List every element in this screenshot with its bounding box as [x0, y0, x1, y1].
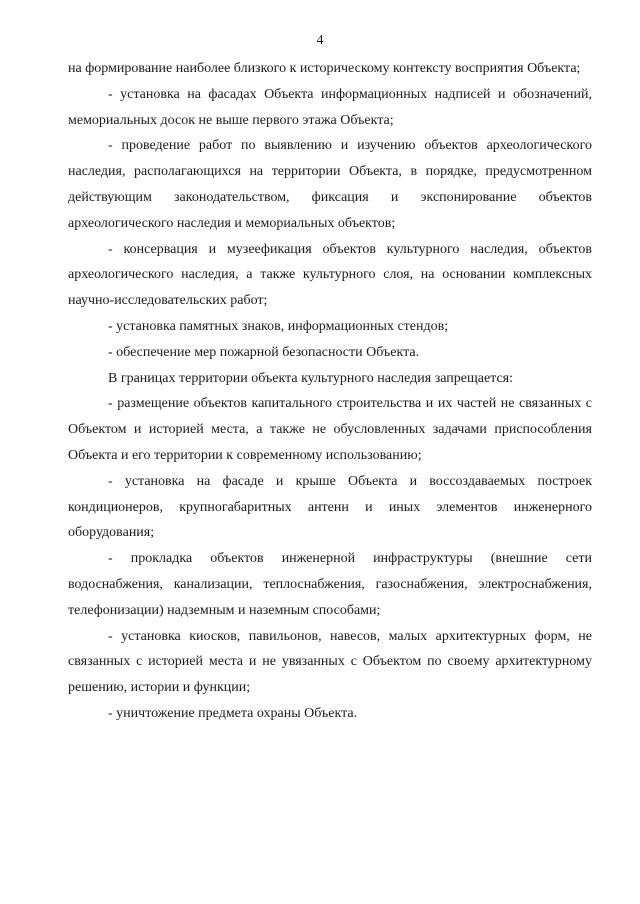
paragraph-2: - установка на фасадах Объекта информационных надписей и обозначений, мемориальных досок не выше первого этажа Объекта; [68, 86, 592, 128]
paragraph-9: - установка на фасаде и крыше Объекта и воссоздаваемых построек кондиционеров, крупногабаритных антенн и иных элементов инженерного оборудования; [68, 473, 592, 541]
paragraph-5: - установка памятных знаков, информационных стендов; [108, 318, 449, 334]
paragraph-3: - проведение работ по выявлению и изучению объектов археологического наследия, располагающихся на территории Объекта, в порядке, предусмотренном действующим законодательством, фиксация и экспонирование объектов археологического наследия и мемориальных объектов; [68, 138, 592, 231]
document-body [68, 56, 592, 727]
page-number: 4 [316, 33, 324, 48]
paragraph-10: - прокладка объектов инженерной инфраструктуры (внешние сети водоснабжения, канализации, теплоснабжения, газоснабжения, электроснабжения, телефонизации) надземным и наземным способами; [68, 551, 592, 618]
paragraph-1: на формирование наиболее близкого к историческому контексту восприятия Объекта; [68, 61, 581, 76]
paragraph-12: - уничтожение предмета охраны Объекта. [108, 705, 358, 721]
paragraph-8: - размещение объектов капитального строительства и их частей не связанных с Объектом и историей места, а также не обусловленных задачами приспособления Объекта и его территории к современному использованию; [68, 396, 592, 463]
paragraph-11: - установка киосков, павильонов, навесов, малых архитектурных форм, не связанных с историей места и не увязанных с Объектом по своему архитектурному решению, истории и функции; [68, 628, 592, 696]
paragraph-4: - консервация и музеефикация объектов культурного наследия, объектов археологического наследия, а также культурного слоя, на основании комплексных научно-исследовательских работ; [68, 241, 592, 309]
section-heading-prohibited: В границах территории объекта культурного наследия запрещается: [108, 370, 514, 386]
paragraph-6: - обеспечение мер пожарной безопасности Объекта. [108, 344, 420, 360]
